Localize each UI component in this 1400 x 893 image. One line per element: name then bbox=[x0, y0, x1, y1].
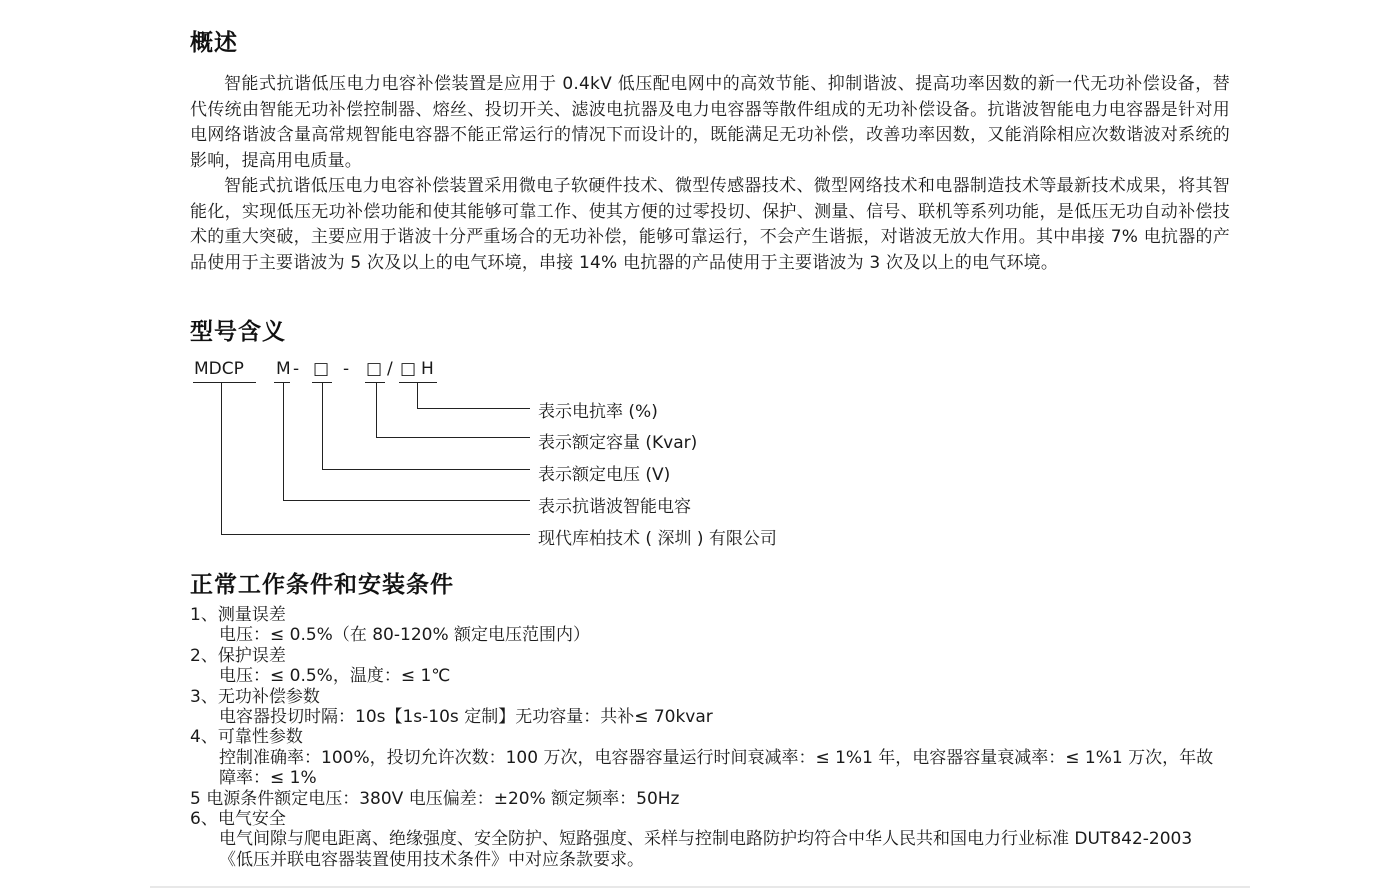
condition-detail: 控制准确率：100%，投切允许次数：100 万次，电容器容量运行时间衰减率：≤ 1%1 年，电容器容量衰减率：≤ 1%1 万次，年故障率：≤ 1% bbox=[219, 747, 1214, 789]
condition-detail: 电容器投切时隔：10s【1s-10s 定制】无功容量：共补≤ 70kvar bbox=[219, 707, 713, 728]
leader-horizontal-prefix bbox=[221, 534, 530, 535]
model-box-2: □ bbox=[366, 359, 383, 379]
condition-item bbox=[190, 687, 1220, 728]
underline-m bbox=[274, 382, 290, 383]
condition-item bbox=[190, 605, 1220, 646]
underline-prefix bbox=[193, 382, 256, 383]
condition-title: 1、测量误差 bbox=[190, 605, 286, 625]
overview-paragraph-1: 智能式抗谐低压电力电容补偿装置是应用于 0.4kV 低压配电网中的高效节能、抑制谐波、提高功率因数的新一代无功补偿设备，替代传统由智能无功补偿控制器、熔丝、投切开关、滤波电抗器及电力电容器等散件组成的无功补偿设备。抗谐波智能电力电容器是针对用电网络谐波含量高常规智能电容器不能正常运行的情况下而设计的，既能满足无功补偿，改善功率因数，又能消除相应次数谐波对系统的影响，提高用电质量。 bbox=[190, 74, 1230, 171]
leader-horizontal-h bbox=[417, 408, 530, 409]
model-desc-reactance: 表示电抗率 (%) bbox=[538, 402, 658, 422]
leader-vertical-m bbox=[283, 383, 284, 501]
underline-box-2 bbox=[365, 382, 385, 383]
condition-item bbox=[190, 809, 1220, 870]
model-heading: 型号含义 bbox=[190, 319, 286, 345]
leader-horizontal-box-2 bbox=[376, 437, 530, 438]
model-dash-2: - bbox=[343, 359, 350, 379]
condition-detail: 电压：≤ 0.5%（在 80-120% 额定电压范围内） bbox=[219, 625, 591, 646]
model-h: H bbox=[421, 359, 434, 379]
condition-title: 4、可靠性参数 bbox=[190, 727, 303, 748]
model-desc-capacity: 表示额定容量 (Kvar) bbox=[538, 433, 698, 453]
condition-title: 2、保护误差 bbox=[190, 645, 286, 666]
condition-detail: 电压：≤ 0.5%，温度：≤ 1℃ bbox=[219, 666, 451, 687]
leader-vertical-box-1 bbox=[322, 383, 323, 470]
condition-item bbox=[190, 646, 1220, 687]
conditions-list bbox=[190, 605, 1220, 870]
condition-detail: 电气间隙与爬电距离、绝缘强度、安全防护、短路强度、采样与控制电路防护均符合中华人民共和国电力行业标准 DUT842-2003《低压并联电容器装置使用技术条件》中对应条款要求。 bbox=[219, 829, 1193, 870]
leader-vertical-h bbox=[417, 383, 418, 409]
conditions-heading: 正常工作条件和安装条件 bbox=[190, 572, 454, 598]
condition-title: 5 电源条件额定电压：380V 电压偏差：±20% 额定频率：50Hz bbox=[190, 788, 680, 809]
model-m: M bbox=[276, 359, 291, 379]
leader-horizontal-m bbox=[283, 500, 530, 501]
overview-body bbox=[190, 72, 1230, 276]
condition-item bbox=[190, 789, 1220, 809]
overview-paragraph-2: 智能式抗谐低压电力电容补偿装置采用微电子软硬件技术、微型传感器技术、微型网络技术和电器制造技术等最新技术成果，将其智能化，实现低压无功补偿功能和使其能够可靠工作、使其方便的过零投切、保护、测量、信号、联机等系列功能，是低压无功自动补偿技术的重大突破，主要应用于谐波十分严重场合的无功补偿，能够可靠运行，不会产生谐振，对谐波无放大作用。其中串接 7% 电抗器的产品使用于主要谐波为 5 次及以上的电气环境，串接 14% 电抗器的产品使用于主要谐波为 3 次及以上的电气环境。 bbox=[190, 176, 1230, 273]
condition-title: 6、电气安全 bbox=[190, 809, 286, 830]
model-dash-1: - bbox=[293, 359, 300, 379]
leader-vertical-prefix bbox=[221, 383, 222, 535]
bottom-divider bbox=[150, 886, 1250, 888]
model-desc-company: 现代库柏技术 ( 深圳 ) 有限公司 bbox=[538, 529, 777, 549]
condition-title: 3、无功补偿参数 bbox=[190, 686, 320, 707]
leader-vertical-box-2 bbox=[376, 383, 377, 438]
model-box-3: □ bbox=[400, 359, 417, 379]
underline-box-3-h bbox=[399, 382, 437, 383]
model-prefix: MDCP bbox=[194, 359, 244, 379]
model-box-1: □ bbox=[313, 359, 330, 379]
leader-horizontal-box-1 bbox=[322, 469, 530, 470]
overview-heading: 概述 bbox=[190, 30, 238, 56]
model-slash: / bbox=[387, 359, 393, 379]
condition-item bbox=[190, 727, 1220, 788]
model-desc-voltage: 表示额定电压 (V) bbox=[538, 465, 671, 485]
model-desc-type: 表示抗谐波智能电容 bbox=[538, 497, 691, 517]
